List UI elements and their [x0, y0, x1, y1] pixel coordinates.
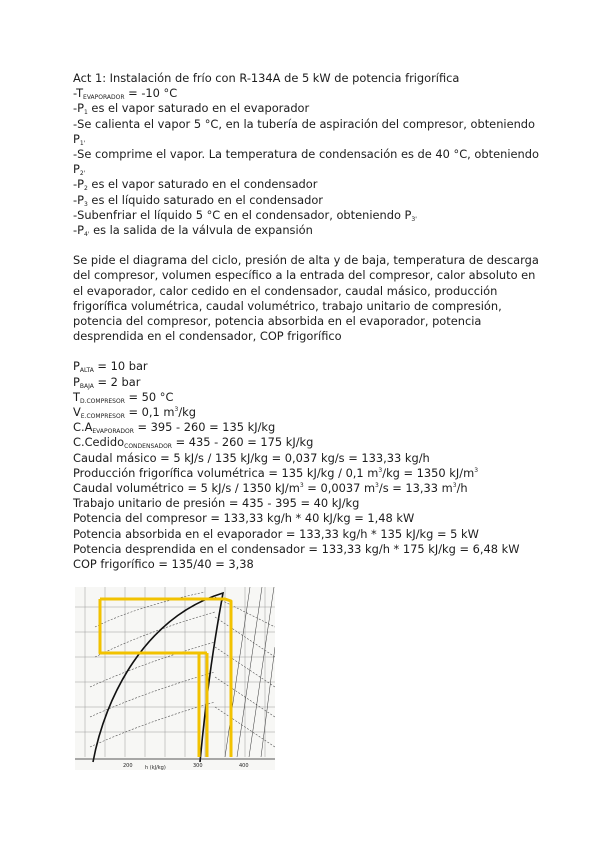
result-produccion-volumetrica: Producción frigorífica volumétrica = 135 kJ/kg / 0,1 $m^3/kg = 1350$ $kJ/m^3$ [73, 465, 479, 480]
statement-p4: $-P_{4'}$ es la salida de la válvula de expansión [73, 223, 313, 239]
statement-evaporator-temp: $-T_{EVAPORADOR} = -10$ °C [73, 86, 178, 102]
activity-title: Act 1: Instalación de frío con R-134A de 5 kW de potencia frigorífica [73, 71, 460, 85]
tick-label-200: 200 [123, 763, 133, 769]
ph-grid-lines [75, 587, 275, 757]
ph-diagram-svg [75, 587, 275, 770]
statement-compression-point: $P_{2'}$ [73, 162, 86, 178]
tick-label-300: 300 [193, 763, 203, 769]
result-trabajo-unitario: Trabajo unitario de presión = 435 - 395 = 40 kJ/kg [73, 496, 360, 511]
statement-superheat: -Se calienta el vapor 5 °C, en la tubería de aspiración del compresor, obteniendo [73, 116, 535, 131]
statement-p3: $-P_3$ es el líquido saturado en el condensador [73, 192, 323, 208]
result-calor-condensador: C.Cedido$_{CONDENSADOR}$ = 435 - 260 = 175 kJ/kg [73, 435, 314, 451]
ph-isotherms [90, 592, 275, 747]
result-calor-evaporador: $C.A_{EVAPORADOR} = 395 - 260 = 135$ kJ/kg [73, 420, 276, 436]
axis-label-h: h (kJ/kg) [145, 765, 166, 770]
result-potencia-compresor: Potencia del compresor = 133,33 kg/h * 40 kJ/kg = 1,48 kW [73, 511, 415, 526]
result-potencia-evaporador: Potencia absorbida en el evaporador = 133,33 kg/h * 135 kJ/kg = 5 kW [73, 526, 479, 541]
refrigeration-cycle [100, 599, 231, 757]
result-potencia-condensador: Potencia desprendida en el condensador = 133,33 kg/h * 175 kJ/kg = 6,48 kW [73, 541, 520, 556]
result-caudal-volumetrico: Caudal volumétrico = 5 kJ/s / 1350 $kJ/m^3 = 0,0037$ $m^3/s = 13,33$ $m^3/h$ [73, 481, 468, 496]
statement-p1: $-P_1$ es el vapor saturado en el evaporador [73, 101, 310, 117]
statement-compression: -Se comprime el vapor. La temperatura de condensación es de 40 °C, obteniendo [73, 147, 539, 162]
result-p-alta: $P_{ALTA} = 10$ bar [73, 359, 148, 375]
result-caudal-masico: Caudal másico = 5 kJ/s / 135 kJ/kg = 0,037 kg/s = 133,33 kg/h [73, 450, 430, 465]
statement-subcool: -Subenfriar el líquido 5 °C en el condensador, obteniendo $P_{3'}$ [73, 207, 417, 223]
statement-p2: $-P_2$ es el vapor saturado en el condensador [73, 177, 318, 193]
result-p-baja: $P_{BAJA} = 2$ bar [73, 374, 141, 390]
request-paragraph: Se pide el diagrama del ciclo, presión de alta y de baja, temperatura de descarga del compresor, volumen específico a la entrada del compresor, calor absoluto en el evaporador, calor cedido en el condensador, caudal másico, producción frigorífica volumétrica, caudal volumétrico, trabajo unitario de compresión, potencia del compresor, potencia absorbida en el evaporador, potencia desprendida en el condensador, COP frigorífico [73, 253, 539, 344]
statement-superheat-point: $P_{1'}$ [73, 131, 86, 147]
result-cop: COP frigorífico = 135/40 = 3,38 [73, 557, 254, 572]
tick-label-400: 400 [239, 763, 249, 769]
result-t-descarga: $T_{D.COMPRESOR} = 50$ °C [73, 389, 174, 405]
result-volumen-especifico: $V_{E.COMPRESOR} = 0,1$ $m^3/kg$ [73, 405, 196, 421]
ph-diagram [75, 587, 275, 770]
document-body [73, 71, 543, 572]
